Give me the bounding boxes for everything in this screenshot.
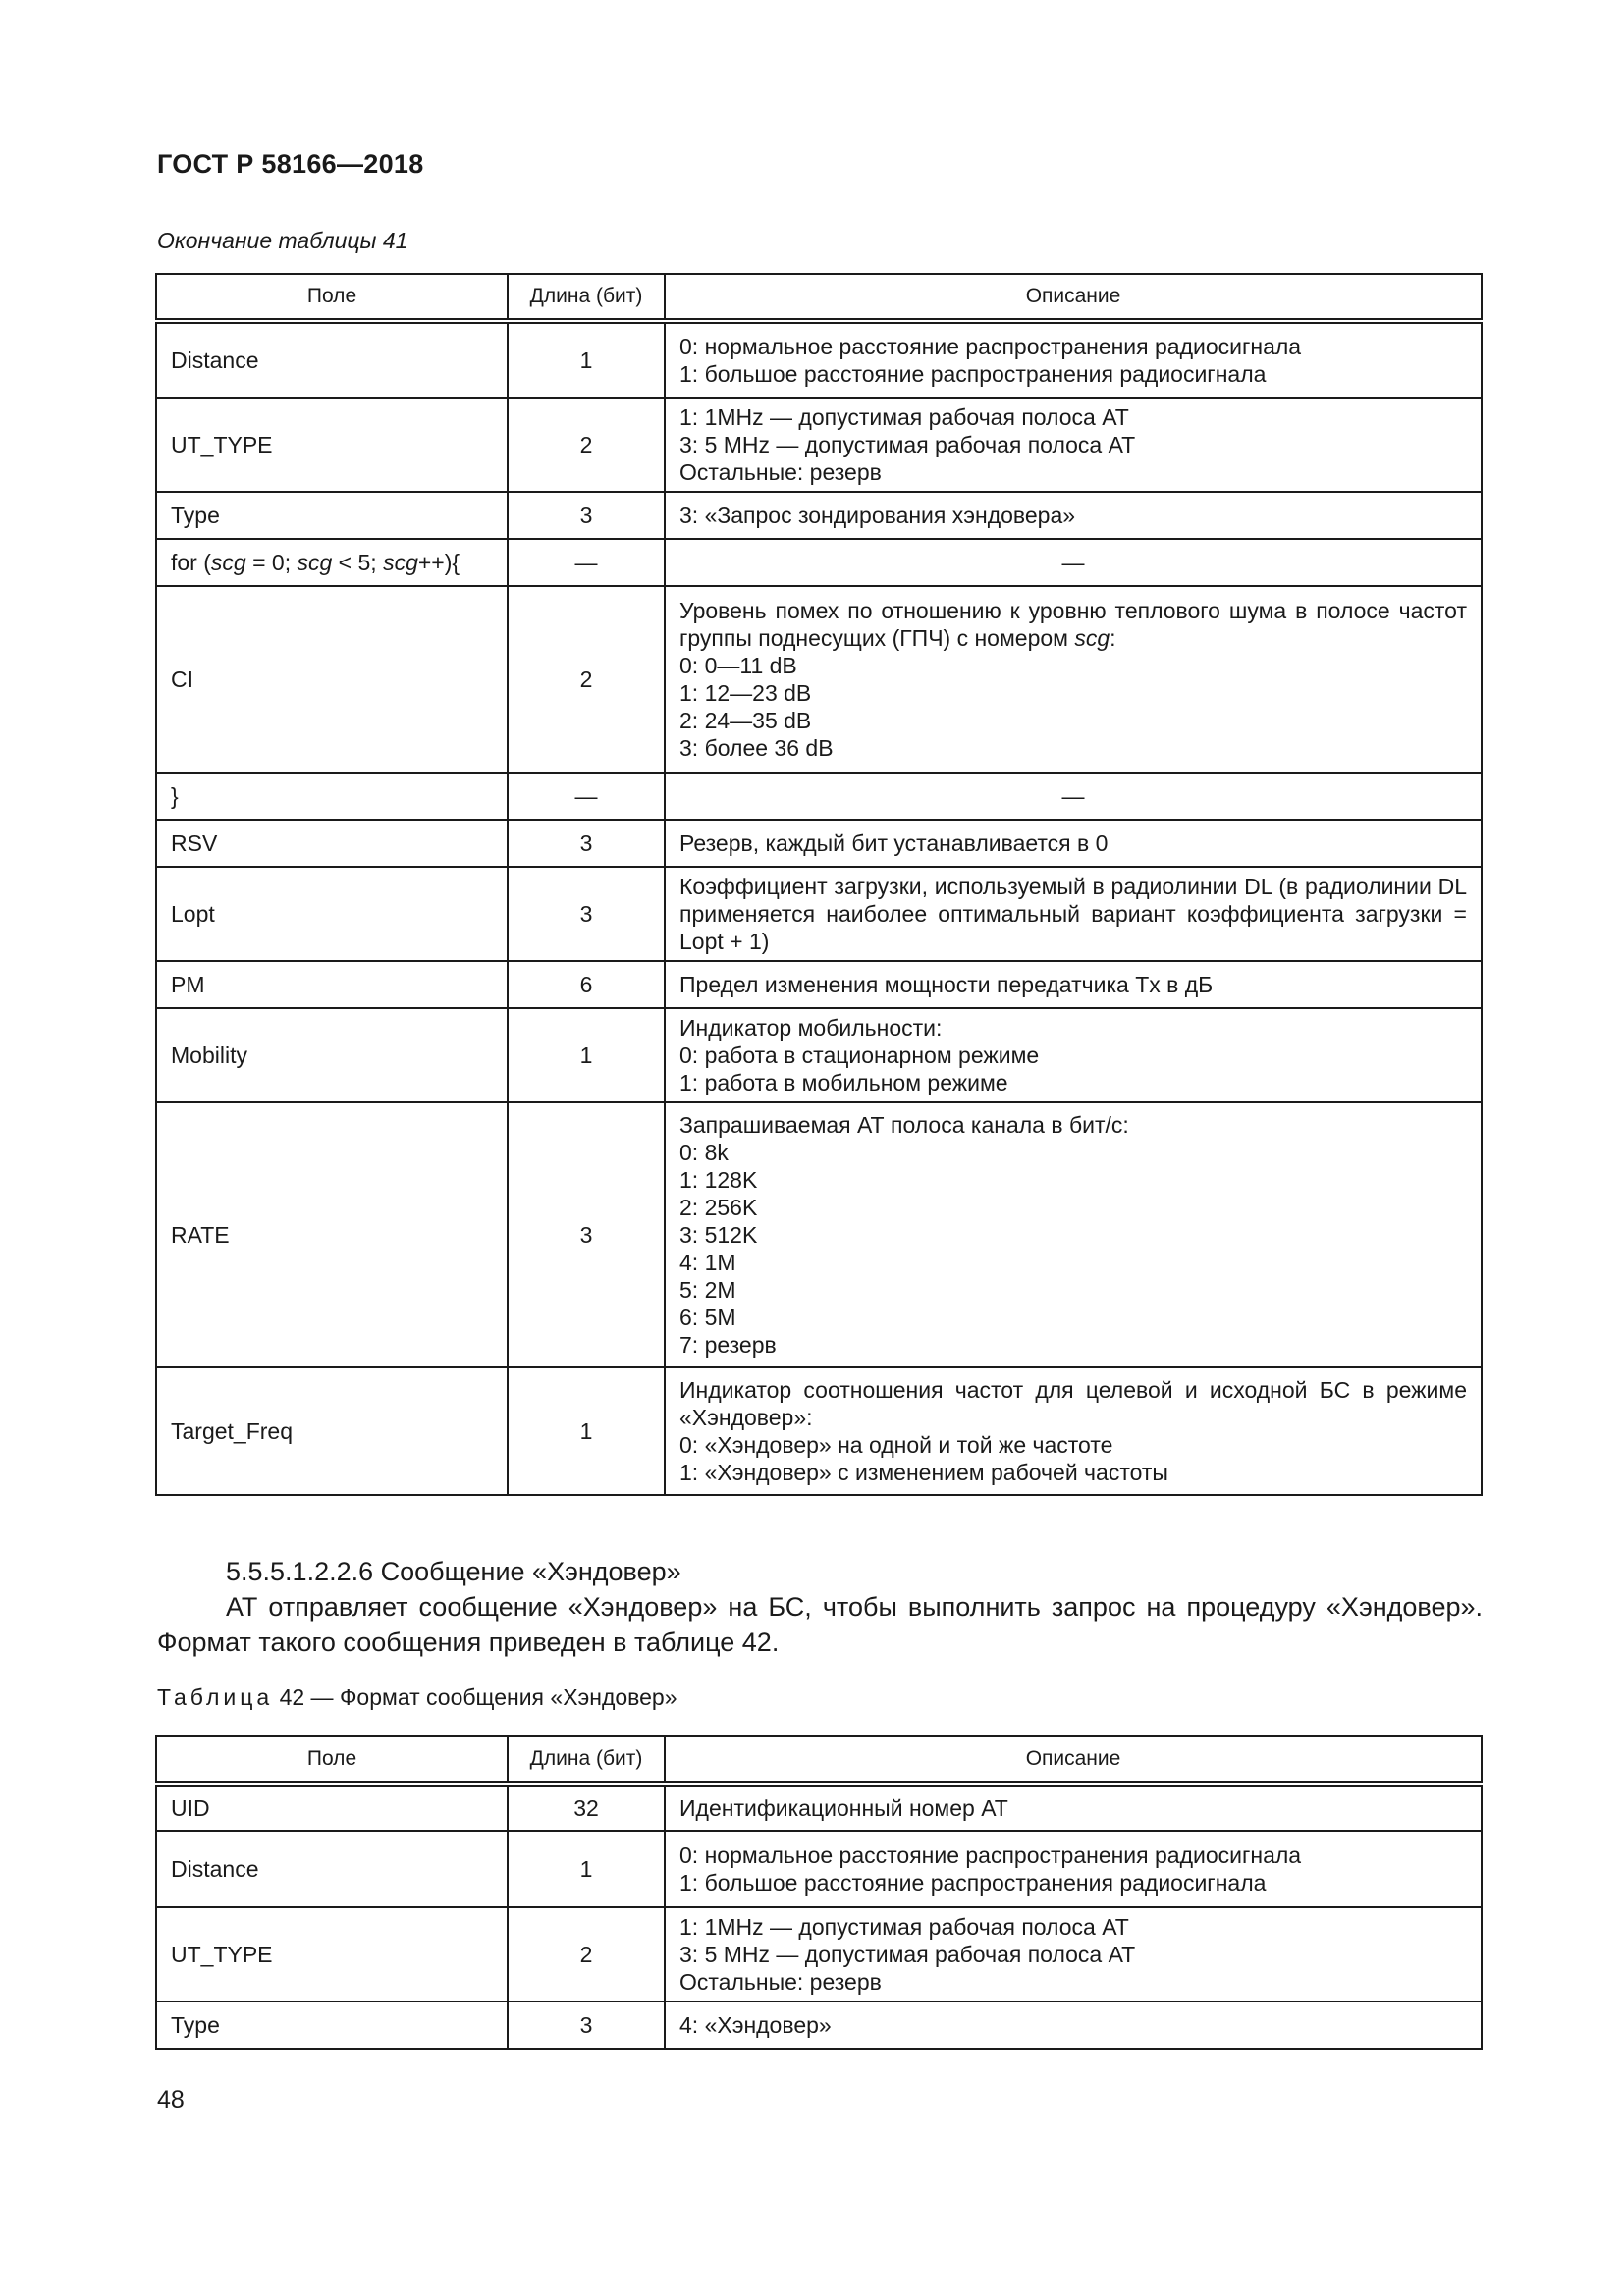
description-paragraph xyxy=(679,1376,1467,1431)
field-cell: PM xyxy=(156,961,508,1008)
table-row xyxy=(156,492,1482,539)
description-cell xyxy=(665,321,1482,398)
description-text: Индикатор соотношения частот для целевой и исходной БС в режиме «Хэндовер»: xyxy=(679,1377,1467,1430)
table-row xyxy=(156,867,1482,961)
column-header-length: Длина (бит) xyxy=(508,1736,665,1784)
field-cell: Distance xyxy=(156,321,508,398)
table-row xyxy=(156,820,1482,867)
description-line: Остальные: резерв xyxy=(679,459,882,485)
column-header-description: Описание xyxy=(665,1736,1482,1784)
table-row xyxy=(156,1008,1482,1102)
field-cell: } xyxy=(156,773,508,820)
page-number: 48 xyxy=(157,2086,185,2113)
length-cell: 2 xyxy=(508,1907,665,2002)
column-header-description: Описание xyxy=(665,274,1482,321)
field-part: = 0; xyxy=(245,550,298,575)
description-cell xyxy=(665,2002,1482,2049)
field-part: < 5; xyxy=(332,550,384,575)
length-cell: 6 xyxy=(508,961,665,1008)
description-line: 3: 512K xyxy=(679,1222,758,1248)
description-cell xyxy=(665,961,1482,1008)
length-cell: — xyxy=(508,773,665,820)
table-row xyxy=(156,321,1482,398)
table-caption-continuation: Окончание таблицы 41 xyxy=(157,228,408,253)
description-cell xyxy=(665,492,1482,539)
description-line: Идентификационный номер АТ xyxy=(679,1795,1008,1821)
length-cell: 3 xyxy=(508,2002,665,2049)
section-heading: 5.5.5.1.2.2.6 Сообщение «Хэндовер» xyxy=(226,1557,681,1586)
description-italic: scg xyxy=(1074,625,1110,651)
length-cell: 3 xyxy=(508,1102,665,1367)
length-cell: — xyxy=(508,539,665,586)
column-header-field: Поле xyxy=(156,274,508,321)
section-block xyxy=(157,1554,1483,1660)
description-line: Предел изменения мощности передатчика Tx в дБ xyxy=(679,972,1214,997)
length-cell: 3 xyxy=(508,867,665,961)
description-cell: — xyxy=(665,539,1482,586)
description-line: 0: нормальное расстояние распространения радиосигнала xyxy=(679,1842,1302,1868)
description-line: 4: «Хэндовер» xyxy=(679,2012,832,2038)
description-line: 4: 1M xyxy=(679,1250,736,1275)
description-line: Остальные: резерв xyxy=(679,1969,882,1995)
table-row xyxy=(156,1784,1482,1831)
description-cell: — xyxy=(665,773,1482,820)
column-header-length: Длина (бит) xyxy=(508,274,665,321)
field-cell: UT_TYPE xyxy=(156,398,508,492)
table-row xyxy=(156,1367,1482,1495)
field-cell: Type xyxy=(156,492,508,539)
length-cell: 3 xyxy=(508,492,665,539)
table-row xyxy=(156,586,1482,773)
table-row xyxy=(156,773,1482,820)
table-row xyxy=(156,539,1482,586)
description-line: 3: 5 MHz — допустимая рабочая полоса АТ xyxy=(679,432,1136,457)
description-line: Индикатор мобильности: xyxy=(679,1015,943,1041)
table-caption-prefix: Таблица xyxy=(157,1684,274,1710)
description-cell xyxy=(665,586,1482,773)
field-cell: RSV xyxy=(156,820,508,867)
description-text: Уровень помех по отношению к уровню теплового шума в полосе частот группы поднесущих (ГПЧ) с номером xyxy=(679,598,1467,651)
description-line: 1: работа в мобильном режиме xyxy=(679,1070,1008,1095)
length-cell: 3 xyxy=(508,820,665,867)
description-cell xyxy=(665,1784,1482,1831)
table-row xyxy=(156,1907,1482,2002)
description-line: 1: «Хэндовер» с изменением рабочей частоты xyxy=(679,1460,1168,1485)
table-row xyxy=(156,1831,1482,1907)
field-part: scg xyxy=(210,550,246,575)
field-part: scg xyxy=(383,550,418,575)
description-line: 6: 5M xyxy=(679,1305,736,1330)
length-cell: 1 xyxy=(508,1831,665,1907)
description-line: 1: большое расстояние распространения радиосигнала xyxy=(679,1870,1267,1896)
field-part: scg xyxy=(297,550,333,575)
description-cell xyxy=(665,1831,1482,1907)
description-tail: : xyxy=(1110,625,1116,651)
column-header-field: Поле xyxy=(156,1736,508,1784)
table-caption-title: 42 — Формат сообщения «Хэндовер» xyxy=(273,1684,677,1710)
field-cell: CI xyxy=(156,586,508,773)
description-paragraph xyxy=(679,597,1467,652)
field-part: ++){ xyxy=(417,550,460,575)
description-cell xyxy=(665,820,1482,867)
field-cell xyxy=(156,539,508,586)
description-line: 2: 24—35 dB xyxy=(679,708,812,733)
length-cell: 2 xyxy=(508,586,665,773)
description-line: 3: более 36 dB xyxy=(679,735,834,761)
description-line: 2: 256K xyxy=(679,1195,758,1220)
description-line: 7: резерв xyxy=(679,1332,777,1358)
field-cell: Mobility xyxy=(156,1008,508,1102)
table-42-caption xyxy=(157,1684,677,1711)
description-line: 0: нормальное расстояние распространения радиосигнала xyxy=(679,334,1302,359)
description-paragraph xyxy=(679,873,1467,955)
table-header-row xyxy=(156,274,1482,321)
description-line: 1: большое расстояние распространения радиосигнала xyxy=(679,361,1267,387)
field-cell: UT_TYPE xyxy=(156,1907,508,2002)
length-cell: 32 xyxy=(508,1784,665,1831)
field-part: for ( xyxy=(171,550,211,575)
table-header-row xyxy=(156,1736,1482,1784)
section-paragraph: АТ отправляет сообщение «Хэндовер» на БС, чтобы выполнить запрос на процедуру «Хэндовер». Формат такого сообщения приведен в таблице 42. xyxy=(157,1592,1483,1657)
description-line: 1: 12—23 dB xyxy=(679,680,812,706)
field-cell: Target_Freq xyxy=(156,1367,508,1495)
length-cell: 1 xyxy=(508,1367,665,1495)
field-cell: Lopt xyxy=(156,867,508,961)
description-line: 1: 1MHz — допустимая рабочая полоса АТ xyxy=(679,404,1129,430)
table-row xyxy=(156,961,1482,1008)
description-line: 5: 2M xyxy=(679,1277,736,1303)
document-header: ГОСТ Р 58166—2018 xyxy=(157,149,424,179)
field-cell: RATE xyxy=(156,1102,508,1367)
description-line: 0: работа в стационарном режиме xyxy=(679,1042,1040,1068)
description-line: 0: 0—11 dB xyxy=(679,653,797,678)
description-line: Запрашиваемая АТ полоса канала в бит/с: xyxy=(679,1112,1129,1138)
description-cell xyxy=(665,867,1482,961)
description-cell xyxy=(665,1008,1482,1102)
description-line: 3: 5 MHz — допустимая рабочая полоса АТ xyxy=(679,1942,1136,1967)
table-row xyxy=(156,398,1482,492)
description-line: Резерв, каждый бит устанавливается в 0 xyxy=(679,830,1109,856)
description-line: 1: 128K xyxy=(679,1167,758,1193)
description-line: 0: 8k xyxy=(679,1140,729,1165)
description-line: 1: 1MHz — допустимая рабочая полоса АТ xyxy=(679,1914,1129,1940)
table-row xyxy=(156,2002,1482,2049)
description-text: Коэффициент загрузки, используемый в радиолинии DL (в радиолинии DL применяется наиболее оптимальный вариант коэффициента загрузки = Lopt + 1) xyxy=(679,874,1467,954)
description-cell xyxy=(665,398,1482,492)
description-cell xyxy=(665,1102,1482,1367)
field-cell: UID xyxy=(156,1784,508,1831)
field-cell: Type xyxy=(156,2002,508,2049)
description-line: 3: «Запрос зондирования хэндовера» xyxy=(679,503,1076,528)
table-row xyxy=(156,1102,1482,1367)
length-cell: 1 xyxy=(508,321,665,398)
table-42 xyxy=(155,1735,1483,2050)
description-cell xyxy=(665,1907,1482,2002)
field-cell: Distance xyxy=(156,1831,508,1907)
description-line: 0: «Хэндовер» на одной и той же частоте xyxy=(679,1432,1113,1458)
length-cell: 1 xyxy=(508,1008,665,1102)
description-cell xyxy=(665,1367,1482,1495)
length-cell: 2 xyxy=(508,398,665,492)
table-41 xyxy=(155,273,1483,1496)
